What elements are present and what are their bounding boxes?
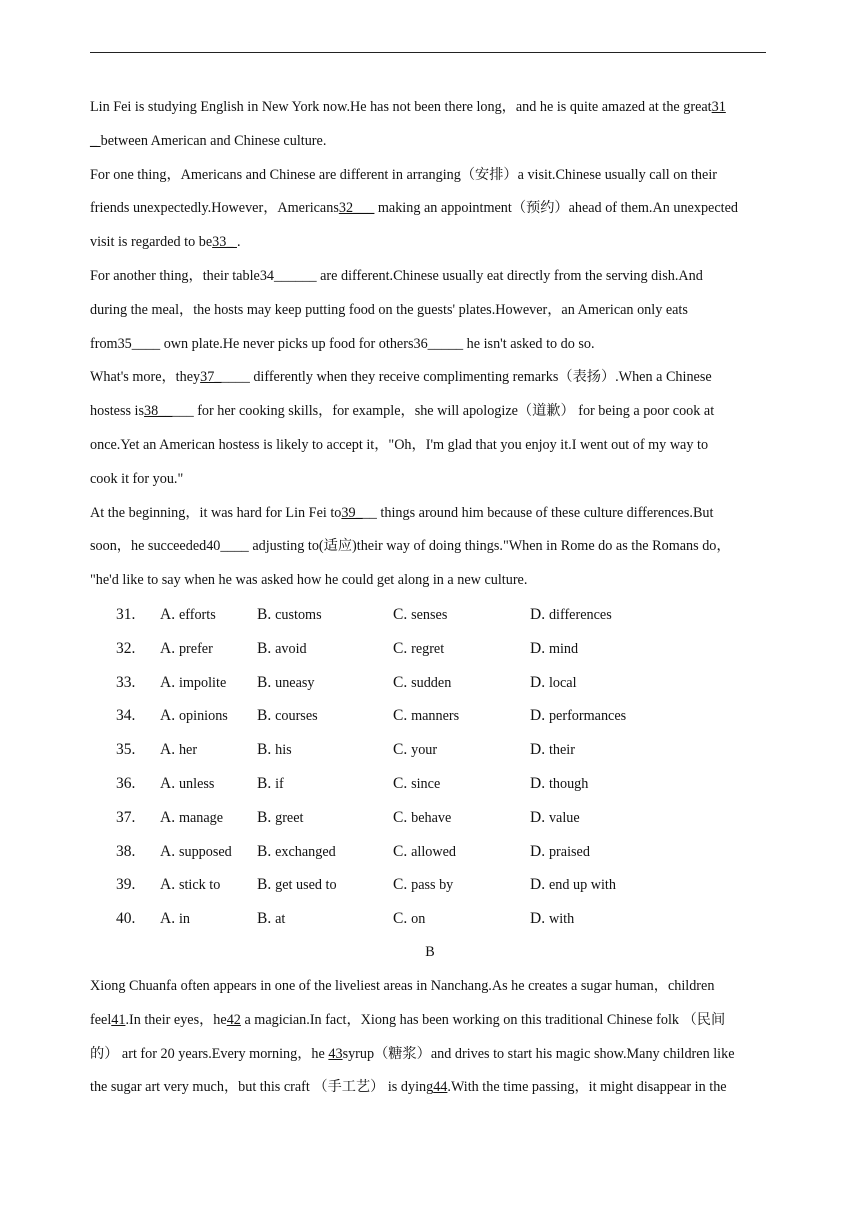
passage-text: soon，he succeeded40____ adjusting to(适应)their way of doing things."When in Rome do as the Romans do，: [90, 538, 731, 555]
option-c: [393, 902, 425, 937]
passage-text: the sugar art very much，but this craft （手工艺） is dying: [90, 1079, 434, 1096]
option-c: [393, 868, 453, 903]
option-letter: C.: [393, 673, 412, 691]
option-text: their: [548, 742, 575, 759]
option-text: prefer: [178, 640, 213, 657]
option-text: manage: [178, 809, 224, 826]
option-a: [160, 632, 213, 667]
passage-line: [90, 1004, 770, 1038]
option-d: [530, 666, 577, 701]
option-text: differences: [548, 607, 612, 623]
passage-text: feel: [90, 1011, 112, 1028]
option-a: [160, 733, 197, 768]
answer-blank: 42: [226, 1011, 241, 1028]
option-letter: D.: [530, 741, 549, 759]
option-b: [257, 598, 322, 633]
passage-text: At the beginning，it was hard for Lin Fei to: [90, 504, 342, 521]
option-b: [257, 801, 303, 836]
option-letter: D.: [530, 774, 549, 792]
passage-text: cook it for you.": [90, 470, 184, 487]
passage-text: friends unexpectedly.However，Americans: [90, 200, 339, 217]
passage-line: [90, 91, 770, 125]
passage-line: [90, 361, 770, 395]
option-text: senses: [411, 607, 448, 623]
passage-text: syrup（糖浆）and drives to start his magic show.Many children like: [342, 1045, 735, 1062]
option-letter: A.: [160, 673, 179, 691]
option-text: his: [275, 742, 292, 759]
passage-line: [90, 192, 770, 226]
option-text: at: [275, 911, 286, 928]
option-text: praised: [548, 843, 590, 860]
option-c: [393, 666, 451, 701]
answer-blank: 39_: [341, 504, 363, 521]
passage-text: What's more，they: [90, 369, 201, 386]
option-c: [393, 632, 444, 667]
option-a: [160, 598, 216, 633]
option-a: [160, 767, 214, 802]
header-rule: [90, 52, 766, 53]
option-text: since: [411, 775, 441, 792]
passage-text: a magician.In fact，Xiong has been working on this traditional Chinese folk （民间: [240, 1011, 726, 1028]
option-text: your: [411, 742, 438, 759]
question-number: 38.: [116, 842, 136, 860]
option-letter: D.: [530, 639, 549, 657]
option-text: if: [275, 775, 284, 792]
passage-text: once.Yet an American hostess is likely to accept it，"Oh，I'm glad that you enjoy it.I went out of my way to: [90, 436, 709, 453]
option-text: exchanged: [275, 843, 336, 860]
option-text: her: [178, 742, 198, 759]
option-letter: C.: [393, 876, 412, 894]
section-b-title: B: [425, 944, 435, 960]
option-text: manners: [411, 708, 460, 725]
option-letter: B.: [257, 910, 276, 928]
option-text: behave: [411, 809, 452, 826]
passage-a: [90, 91, 770, 598]
option-d: [530, 733, 575, 768]
option-letter: B.: [257, 842, 276, 860]
option-letter: A.: [160, 808, 179, 826]
option-a: [160, 835, 232, 870]
option-letter: B.: [257, 741, 276, 759]
question-number: 33.: [116, 673, 136, 691]
option-letter: A.: [160, 876, 179, 894]
answer-blank: 32___: [338, 200, 375, 217]
passage-text: ___ for her cooking skills，for example，she will apologize（道歉） for being a poor cook at: [172, 403, 715, 420]
option-text: local: [548, 674, 577, 691]
passage-line: [90, 125, 770, 159]
question-number: 36.: [116, 774, 136, 792]
option-b: [257, 666, 315, 701]
option-letter: D.: [530, 842, 549, 860]
passage-text: hostess is: [90, 403, 144, 420]
option-d: [530, 801, 580, 836]
option-text: avoid: [275, 640, 307, 657]
option-text: regret: [411, 640, 445, 657]
option-letter: B.: [257, 639, 276, 657]
option-b: [257, 767, 284, 802]
option-a: [160, 699, 228, 734]
option-letter: B.: [257, 606, 276, 623]
option-letter: B.: [257, 673, 276, 691]
option-letter: A.: [160, 842, 179, 860]
option-letter: C.: [393, 910, 412, 928]
passage-line: [90, 564, 770, 598]
passage-text: Lin Fei is studying English in New York now.He has not been there long，and he is quite amazed at the great: [90, 99, 712, 115]
option-b: [257, 835, 336, 870]
option-letter: C.: [393, 774, 412, 792]
passage-text: 的） art for 20 years.Every morning，he: [90, 1045, 329, 1062]
option-text: uneasy: [275, 674, 315, 691]
option-text: get used to: [275, 877, 337, 894]
option-letter: D.: [530, 876, 549, 894]
option-c: [393, 767, 440, 802]
option-text: unless: [178, 775, 215, 792]
option-c: [393, 835, 456, 870]
option-letter: D.: [530, 673, 549, 691]
option-letter: A.: [160, 707, 179, 725]
option-d: [530, 835, 590, 870]
option-text: supposed: [178, 843, 232, 860]
passage-line: [90, 1071, 770, 1105]
option-letter: B.: [257, 808, 276, 826]
option-text: allowed: [411, 843, 457, 860]
passage-text: For one thing，Americans and Chinese are different in arranging（安排）a visit.Chinese usually call on their: [90, 166, 717, 183]
option-letter: B.: [257, 876, 276, 894]
option-text: impolite: [178, 674, 227, 691]
option-text: customs: [275, 607, 322, 623]
option-letter: B.: [257, 707, 276, 725]
passage-text: from35____ own plate.He never picks up food for others36_____ he isn't asked to do so.: [90, 335, 595, 352]
passage-text: Xiong Chuanfa often appears in one of the liveliest areas in Nanchang.As he creates a sugar human，children: [90, 978, 715, 994]
option-d: [530, 699, 626, 734]
option-c: [393, 801, 451, 836]
option-c: [393, 733, 437, 768]
option-text: value: [548, 809, 580, 826]
option-letter: C.: [393, 639, 412, 657]
passage-text: .: [236, 234, 241, 251]
answer-blank: 31: [711, 99, 726, 115]
answer-blank: _: [90, 132, 101, 149]
question-number: 39.: [116, 876, 136, 894]
passage-text: ____ differently when they receive complimenting remarks（表扬）.When a Chinese: [221, 369, 712, 386]
passage-text: between American and Chinese culture.: [100, 132, 327, 149]
option-a: [160, 868, 220, 903]
option-letter: D.: [530, 606, 549, 623]
option-c: [393, 598, 447, 633]
option-text: with: [548, 911, 575, 928]
passage-line: [90, 1038, 770, 1072]
passage-text: during the meal，the hosts may keep putting food on the guests' plates.However，an American only eats: [90, 301, 688, 318]
answer-blank: 37_: [200, 369, 222, 386]
passage-line: [90, 970, 770, 1004]
option-letter: C.: [393, 606, 412, 623]
passage-line: [90, 328, 770, 362]
option-text: on: [411, 911, 426, 928]
passage-text: __ things around him because of these culture differences.But: [362, 504, 714, 521]
option-a: [160, 666, 226, 701]
option-text: pass by: [411, 877, 454, 894]
option-b: [257, 733, 292, 768]
passage-text: .In their eyes，he: [125, 1011, 227, 1028]
passage-text: making an appointment（预约）ahead of them.An unexpected: [374, 200, 738, 217]
option-a: [160, 902, 190, 937]
option-a: [160, 801, 223, 836]
option-b: [257, 902, 285, 937]
passage-line: [90, 463, 770, 497]
passage-line: [90, 226, 770, 260]
passage-text: visit is regarded to be: [90, 234, 213, 251]
passage-line: [90, 294, 770, 328]
option-letter: C.: [393, 842, 412, 860]
option-text: in: [178, 911, 190, 928]
passage-line: [90, 429, 770, 463]
option-letter: C.: [393, 808, 412, 826]
option-b: [257, 699, 318, 734]
option-letter: A.: [160, 741, 179, 759]
answer-blank: 43: [328, 1045, 343, 1062]
option-text: opinions: [178, 708, 228, 725]
passage-line: [90, 260, 770, 294]
question-number: 40.: [116, 910, 136, 928]
option-text: stick to: [178, 877, 221, 894]
option-letter: A.: [160, 606, 179, 623]
option-d: [530, 598, 612, 633]
passage-text: For another thing，their table34______ are different.Chinese usually eat directly from the serving dish.And: [90, 267, 703, 284]
option-b: [257, 632, 307, 667]
passage-line: [90, 497, 770, 531]
option-d: [530, 767, 588, 802]
question-number: 37.: [116, 808, 136, 826]
option-text: though: [548, 775, 589, 792]
option-text: performances: [548, 708, 627, 725]
option-letter: A.: [160, 639, 179, 657]
option-text: mind: [548, 640, 579, 657]
option-letter: C.: [393, 741, 412, 759]
option-letter: D.: [530, 707, 549, 725]
option-letter: B.: [257, 774, 276, 792]
option-b: [257, 868, 337, 903]
answer-blank: 41: [111, 1011, 126, 1028]
option-text: greet: [275, 809, 304, 826]
question-number: 34.: [116, 707, 136, 725]
passage-line: [90, 530, 770, 564]
option-letter: D.: [530, 910, 549, 928]
option-d: [530, 632, 578, 667]
option-letter: A.: [160, 910, 179, 928]
answer-blank: 44: [433, 1079, 448, 1096]
passage-text: "he'd like to say when he was asked how he could get along in a new culture.: [90, 572, 528, 589]
question-number: 31.: [116, 606, 136, 623]
option-text: efforts: [178, 607, 216, 623]
question-number: 35.: [116, 741, 136, 759]
passage-b: [90, 970, 770, 1105]
answer-blank: 33_: [212, 234, 237, 251]
option-text: courses: [275, 708, 318, 725]
answer-blank: 38__: [144, 403, 173, 420]
question-number: 32.: [116, 639, 136, 657]
option-letter: A.: [160, 774, 179, 792]
passage-line: [90, 159, 770, 193]
option-text: end up with: [548, 877, 616, 894]
option-c: [393, 699, 459, 734]
option-letter: C.: [393, 707, 412, 725]
passage-text: .With the time passing，it might disappear in the: [447, 1079, 727, 1096]
option-d: [530, 902, 574, 937]
passage-line: [90, 395, 770, 429]
option-d: [530, 868, 616, 903]
option-text: sudden: [411, 674, 452, 691]
option-letter: D.: [530, 808, 549, 826]
